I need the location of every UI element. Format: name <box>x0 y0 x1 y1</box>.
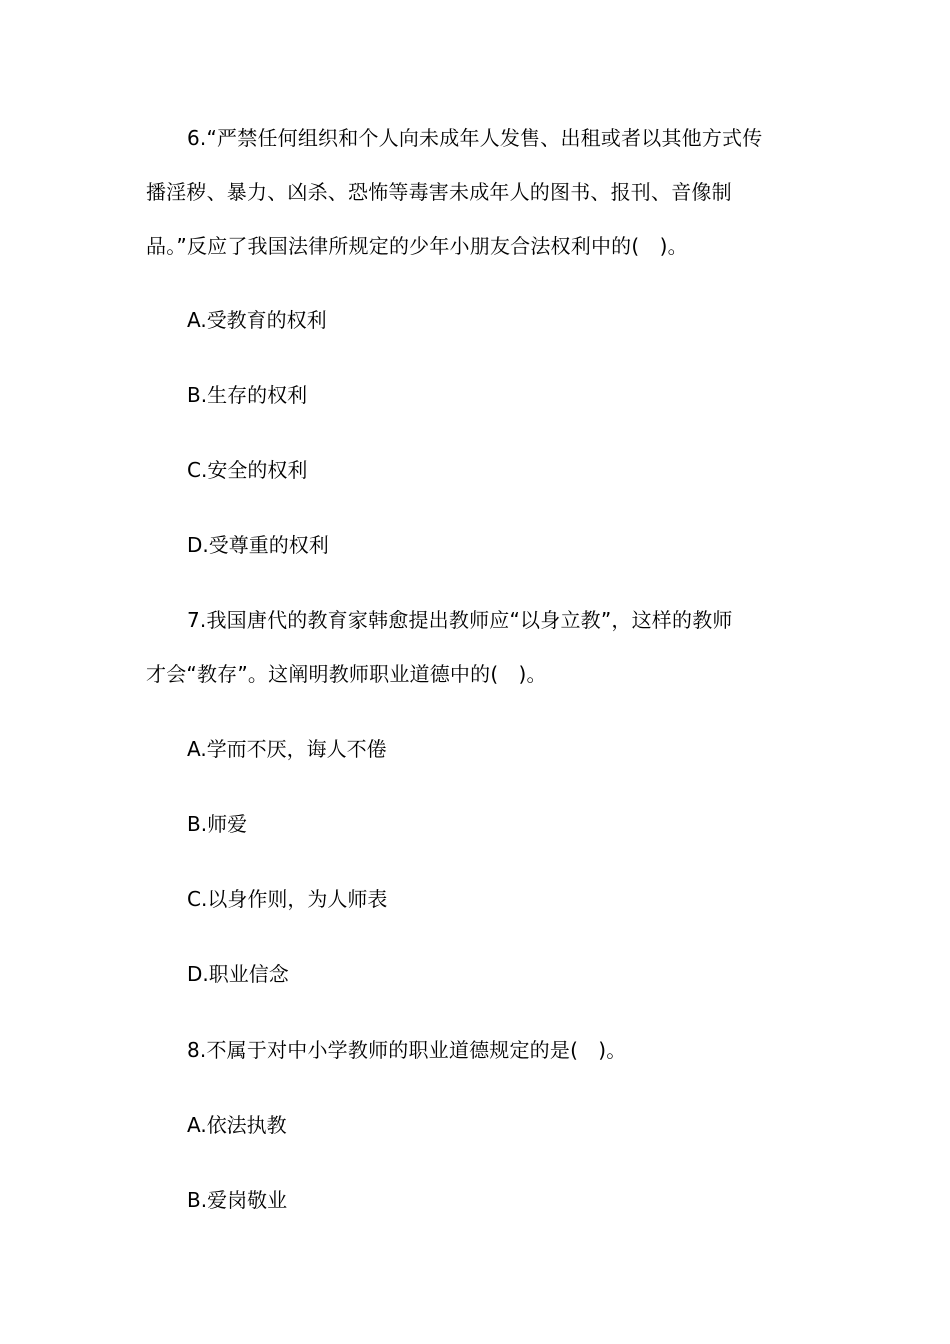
question-8-option-b: B.爱岗敬业 <box>187 1188 288 1212</box>
question-7-option-a: A.学而不厌，诲人不倦 <box>187 737 387 761</box>
question-8-line-1: 8.不属于对中小学教师的职业道德规定的是( )。 <box>187 1038 627 1062</box>
question-6-option-d: D.受尊重的权利 <box>187 533 329 557</box>
question-8-option-a: A.依法执教 <box>187 1113 287 1137</box>
question-6-option-c: C.安全的权利 <box>187 458 308 482</box>
question-6-line-1: 6.“严禁任何组织和个人向未成年人发售、出租或者以其他方式传 <box>187 126 763 150</box>
question-6-option-b: B.生存的权利 <box>187 383 308 407</box>
question-7-option-d: D.职业信念 <box>187 962 289 986</box>
question-7-option-c: C.以身作则，为人师表 <box>187 887 388 911</box>
question-6-option-a: A.受教育的权利 <box>187 308 327 332</box>
question-6-line-3: 品。”反应了我国法律所规定的少年小朋友合法权利中的( )。 <box>146 234 688 258</box>
question-6-line-2: 播淫秽、暴力、凶杀、恐怖等毒害未成年人的图书、报刊、音像制 <box>146 180 732 204</box>
question-7-option-b: B.师爱 <box>187 812 248 836</box>
question-7-line-2: 才会“教存”。这阐明教师职业道德中的( )。 <box>146 662 547 686</box>
question-7-line-1: 7.我国唐代的教育家韩愈提出教师应“以身立教”，这样的教师 <box>187 608 733 632</box>
